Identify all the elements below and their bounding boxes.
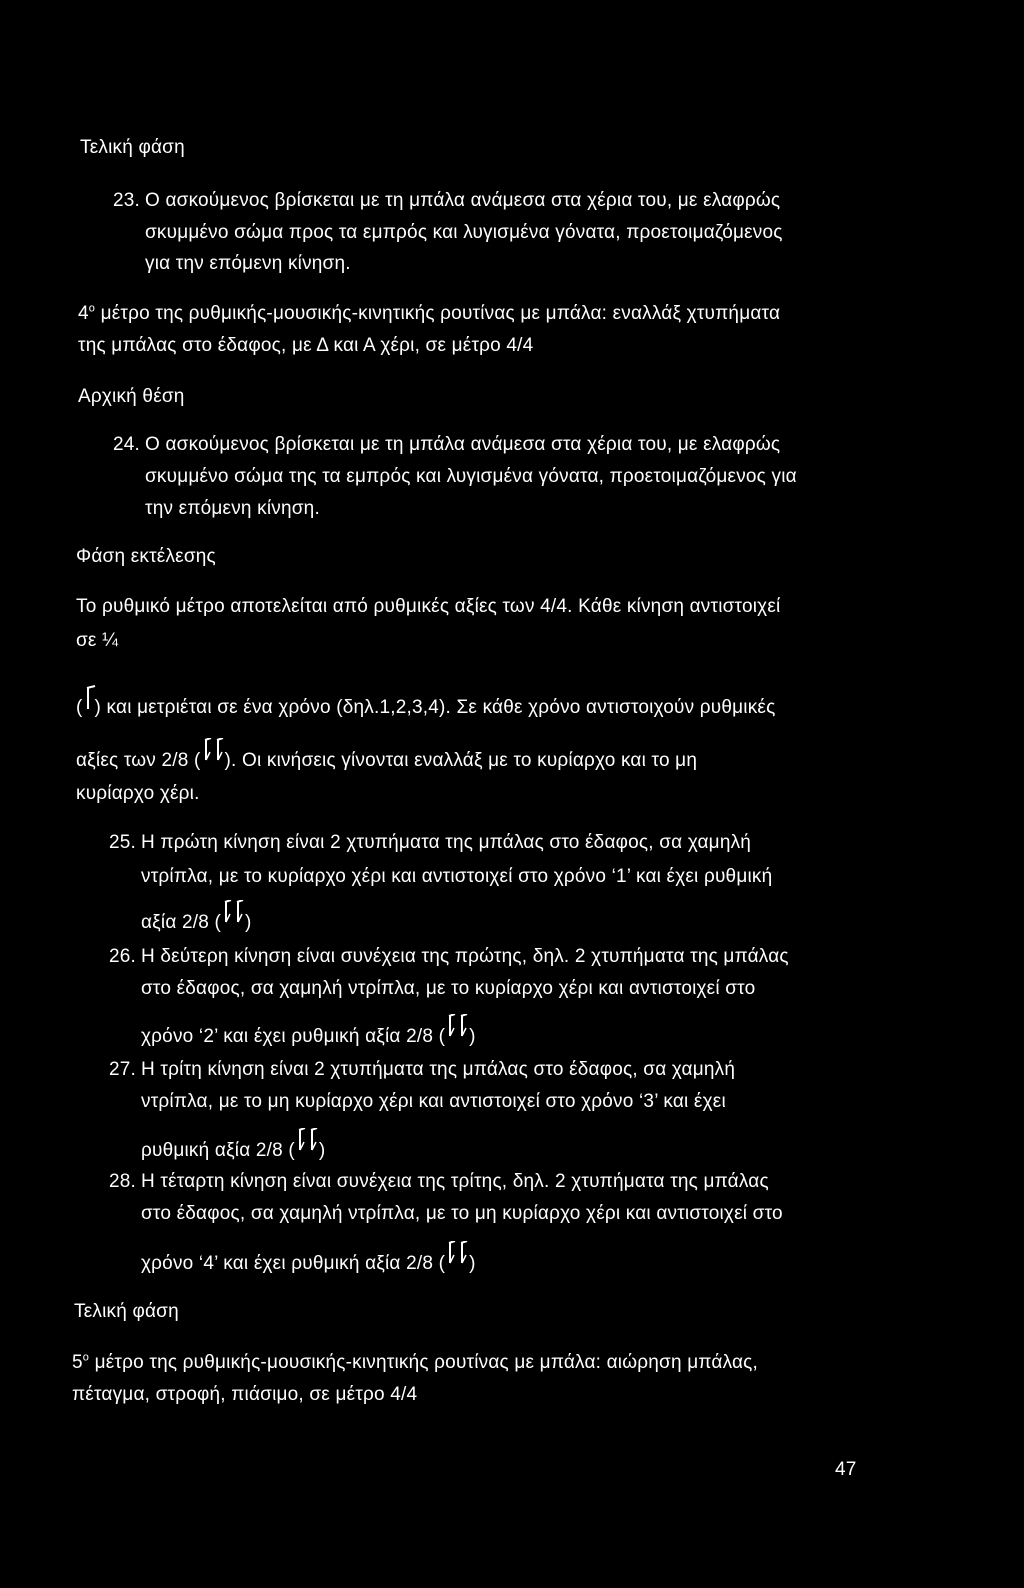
eighth-note-icon xyxy=(234,910,244,930)
quarter-note-icon xyxy=(84,695,94,715)
item-number: 25. xyxy=(109,832,137,853)
rhythm-line-1: Το ρυθμικό μέτρο αποτελείται από ρυθμικές αξίες των 4/4. Κάθε κίνηση αντιστοιχεί xyxy=(76,596,781,617)
heading-execution-phase: Φάση εκτέλεσης xyxy=(76,546,216,567)
eighth-note-icon xyxy=(446,1024,456,1044)
item-24-line-1: 24. Ο ασκούμενος βρίσκεται με τη μπάλα ανάμεσα στα χέρια του, με ελαφρώς xyxy=(113,428,780,461)
item-24-line-3: την επόμενη κίνηση. xyxy=(145,498,320,519)
heading-initial-position: Αρχική θέση xyxy=(78,386,185,407)
item-25-line-3: αξία 2/8 ( ) xyxy=(141,906,252,939)
item-24-line-2: σκυμμένο σώμα της τα εμπρός και λυγισμένα γόνατα, προετοιμαζόμενος για xyxy=(145,466,797,487)
eighth-note-icon xyxy=(202,748,212,768)
item-28-line-1: 28. Η τέταρτη κίνηση είναι συνέχεια της τρίτης, δηλ. 2 χτυπήματα της μπάλας xyxy=(109,1165,769,1198)
item-27-line-1: 27. Η τρίτη κίνηση είναι 2 χτυπήματα της μπάλας στο έδαφος, σα χαμηλή xyxy=(109,1053,735,1086)
eighth-note-icon xyxy=(222,910,232,930)
item-number: 26. xyxy=(109,946,137,967)
eighth-note-icon xyxy=(296,1138,306,1158)
item-23-line-2: σκυμμένο σώμα προς τα εμπρός και λυγισμένα γόνατα, προετοιμαζόμενος xyxy=(145,222,783,243)
measure-4-line-1: $4^o$ μέτρο της ρυθμικής-μουσικής-κινητικής ρουτίνας με μπάλα: εναλλάξ χτυπήματα xyxy=(78,302,781,324)
eighth-note-icon xyxy=(458,1024,468,1044)
item-number: 24. xyxy=(113,434,141,455)
item-26-line-1: 26. Η δεύτερη κίνηση είναι συνέχεια της πρώτης, δηλ. 2 χτυπήματα της μπάλας xyxy=(109,940,789,973)
page-number: 47 xyxy=(835,1459,857,1480)
item-23-line-1: 23. Ο ασκούμενος βρίσκεται με τη μπάλα ανάμεσα στα χέρια του, με ελαφρώς xyxy=(113,184,780,217)
eighth-note-icon xyxy=(458,1251,468,1271)
item-number: 27. xyxy=(109,1059,137,1080)
item-26-line-3: χρόνο ‘2’ και έχει ρυθμική αξία 2/8 ( ) xyxy=(141,1020,476,1053)
heading-final-phase: Τελική φάση xyxy=(80,137,185,158)
heading-final-phase-2: Τελική φάση xyxy=(74,1301,179,1322)
measure-5-line-2: πέταγμα, στροφή, πιάσιμο, σε μέτρο 4/4 xyxy=(72,1384,418,1405)
item-26-line-2: στο έδαφος, σα χαμηλή ντρίπλα, με το κυρίαρχο χέρι και αντιστοιχεί στο xyxy=(141,978,756,999)
item-27-line-2: ντρίπλα, με το μη κυρίαρχο χέρι και αντιστοιχεί στο χρόνο ‘3’ και έχει xyxy=(141,1091,726,1112)
item-27-line-3: ρυθμική αξία 2/8 ( ) xyxy=(141,1134,325,1167)
item-number: 28. xyxy=(109,1171,137,1192)
item-number: 23. xyxy=(113,190,141,211)
eighth-note-icon xyxy=(308,1138,318,1158)
rhythm-line-2: σε ¼ xyxy=(76,630,119,651)
item-28-line-3: χρόνο ‘4’ και έχει ρυθμική αξία 2/8 ( ) xyxy=(141,1247,476,1280)
rhythm-line-5: κυρίαρχο χέρι. xyxy=(76,783,200,804)
item-28-line-2: στο έδαφος, σα χαμηλή ντρίπλα, με το μη κυρίαρχο χέρι και αντιστοιχεί στο xyxy=(141,1203,783,1224)
eighth-note-icon xyxy=(214,748,224,768)
item-23-line-3: για την επόμενη κίνηση. xyxy=(145,253,351,274)
item-25-line-1: 25. Η πρώτη κίνηση είναι 2 χτυπήματα της μπάλας στο έδαφος, σα χαμηλή xyxy=(109,826,751,859)
eighth-note-icon xyxy=(446,1251,456,1271)
measure-4-line-2: της μπάλας στο έδαφος, με Δ και Α χέρι, σε μέτρο 4/4 xyxy=(78,335,534,356)
rhythm-line-4: αξίες των 2/8 ( ). Οι κινήσεις γίνονται εναλλάξ με το κυρίαρχο και το μη xyxy=(76,744,846,777)
item-25-line-2: ντρίπλα, με το κυρίαρχο χέρι και αντιστοιχεί στο χρόνο ‘1’ και έχει ρυθμική xyxy=(141,866,773,887)
measure-5-line-1: $5^o$ μέτρο της ρυθμικής-μουσικής-κινητικής ρουτίνας με μπάλα: αιώρηση μπάλας, xyxy=(72,1351,759,1373)
rhythm-line-3: ( ) και μετριέται σε ένα χρόνο (δηλ.1,2,3,4). Σε κάθε χρόνο αντιστοιχούν ρυθμικές xyxy=(76,691,775,724)
